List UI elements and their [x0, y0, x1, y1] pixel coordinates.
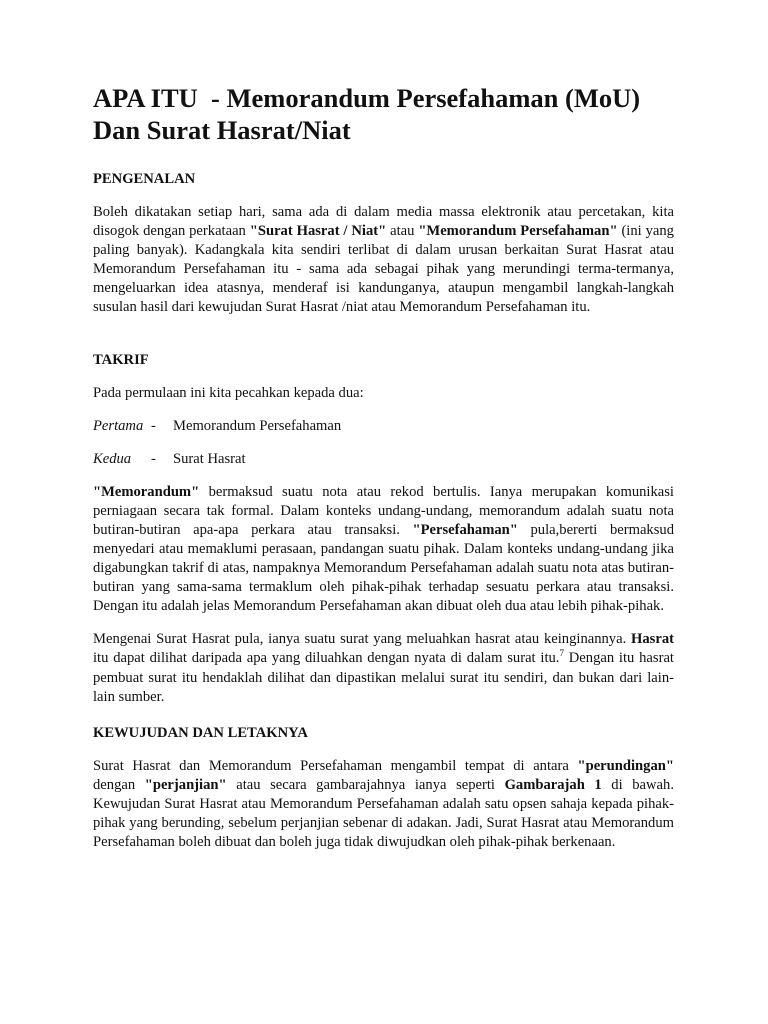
bold-term: Hasrat — [631, 631, 674, 648]
definition-item-pertama — [93, 417, 674, 436]
text-run: atau — [386, 223, 419, 240]
definition-value: Surat Hasrat — [173, 450, 246, 467]
paragraph-kewujudan — [93, 757, 674, 852]
bold-term: "Memorandum" — [93, 483, 200, 500]
title-line-2: Dan Surat Hasrat/Niat — [93, 115, 351, 145]
text-run: atau secara gambarajahnya ianya seperti — [226, 776, 505, 793]
paragraph-takrif-intro: Pada permulaan ini kita pecahkan kepada dua: — [93, 384, 364, 401]
text-run: di bawah. Kewujudan Surat Hasrat atau Memorandum Persefahaman adalah satu opsen sahaja kepada pihak-pihak yang berunding, sebelum perjanjian sebenar di adakan. Jadi, Surat Hasrat atau Memorandum Persefahaman boleh dibuat dan boleh juga tidak diwujudkan oleh pihak-pihak berkenaan. — [93, 776, 674, 851]
footnote-marker[interactable]: 7 — [559, 648, 564, 659]
bold-term: "perundingan" — [577, 757, 674, 774]
paragraph-pengenalan — [93, 203, 674, 318]
text-run: itu dapat dilihat daripada apa yang diluahkan dengan nyata di dalam surat itu. — [93, 650, 560, 667]
definition-value: Memorandum Persefahaman — [173, 417, 342, 434]
text-run: pula,bererti bermaksud menyedari atau memaklumi perasaan, pandangan suatu pihak. Dalam konteks undang-undang jika digabungkan takrif di atas, nampaknya Memorandum Persefahaman adalah suatu nota atas butiran-butiran yang sama-sama termaklum oleh pihak-pihak terhadap sesuatu perkara atau transaksi. Dengan itu adalah jelas Memorandum Persefahaman akan dibuat oleh dua atau lebih pihak-pihak. — [93, 521, 674, 615]
text-run: Dengan itu hasrat pembuat surat itu hendaklah dilihat dan dipastikan melalui surat itu sendiri, dan bukan dari lain-lain sumber. — [93, 650, 674, 705]
definition-key: Kedua — [93, 450, 132, 467]
definition-key: Pertama — [93, 417, 144, 434]
text-run: dengan — [93, 776, 145, 793]
definition-item-kedua — [93, 450, 674, 469]
bold-term: "perjanjian" — [144, 776, 227, 793]
text-run: Surat Hasrat dan Memorandum Persefahaman mengambil tempat di antara — [93, 757, 578, 774]
definition-dash: - — [151, 450, 156, 467]
figure-reference: Gambarajah 1 — [504, 776, 602, 793]
bold-term: "Persefahaman" — [412, 521, 518, 538]
heading-takrif: TAKRIF — [93, 351, 149, 368]
text-run: Boleh dikatakan setiap hari, sama ada di dalam media massa elektronik atau percetakan, kita disogok dengan perkataan — [93, 204, 674, 240]
paragraph-surat-hasrat — [93, 630, 674, 706]
text-run: (ini yang paling banyak). Kadangkala kita sendiri terlibat di dalam urusan berkaitan Surat Hasrat atau Memorandum Persefahaman itu - sama ada sebagai pihak yang merundingi terma-termanya, mengeluarkan idea atasnya, menderaf isi kandunganya, ataupun mengambil langkah-langkah susulan hasil dari kewujudan Surat Hasrat /niat atau Memorandum Persefahaman itu. — [93, 223, 674, 316]
text-run: bermaksud suatu nota atau rekod bertulis. Ianya merupakan komunikasi perniagaan secara tak formal. Dalam konteks undang-undang, memorandum adalah suatu nota butiran-butiran apa-apa perkara atau transaksi. — [93, 483, 674, 538]
paragraph-memorandum-definition — [93, 483, 674, 617]
heading-kewujudan: KEWUJUDAN DAN LETAKNYA — [93, 724, 308, 741]
title-line-1: APA ITU - Memorandum Persefahaman (MoU) — [93, 83, 641, 113]
heading-pengenalan: PENGENALAN — [93, 171, 196, 187]
text-run: Mengenai Surat Hasrat pula, ianya suatu surat yang meluahkan hasrat atau keinginannya. — [93, 631, 632, 648]
bold-term: "Memorandum Persefahaman" — [418, 223, 618, 240]
definition-dash: - — [151, 417, 156, 434]
document-title — [93, 82, 674, 146]
bold-term: "Surat Hasrat / Niat" — [249, 223, 387, 240]
